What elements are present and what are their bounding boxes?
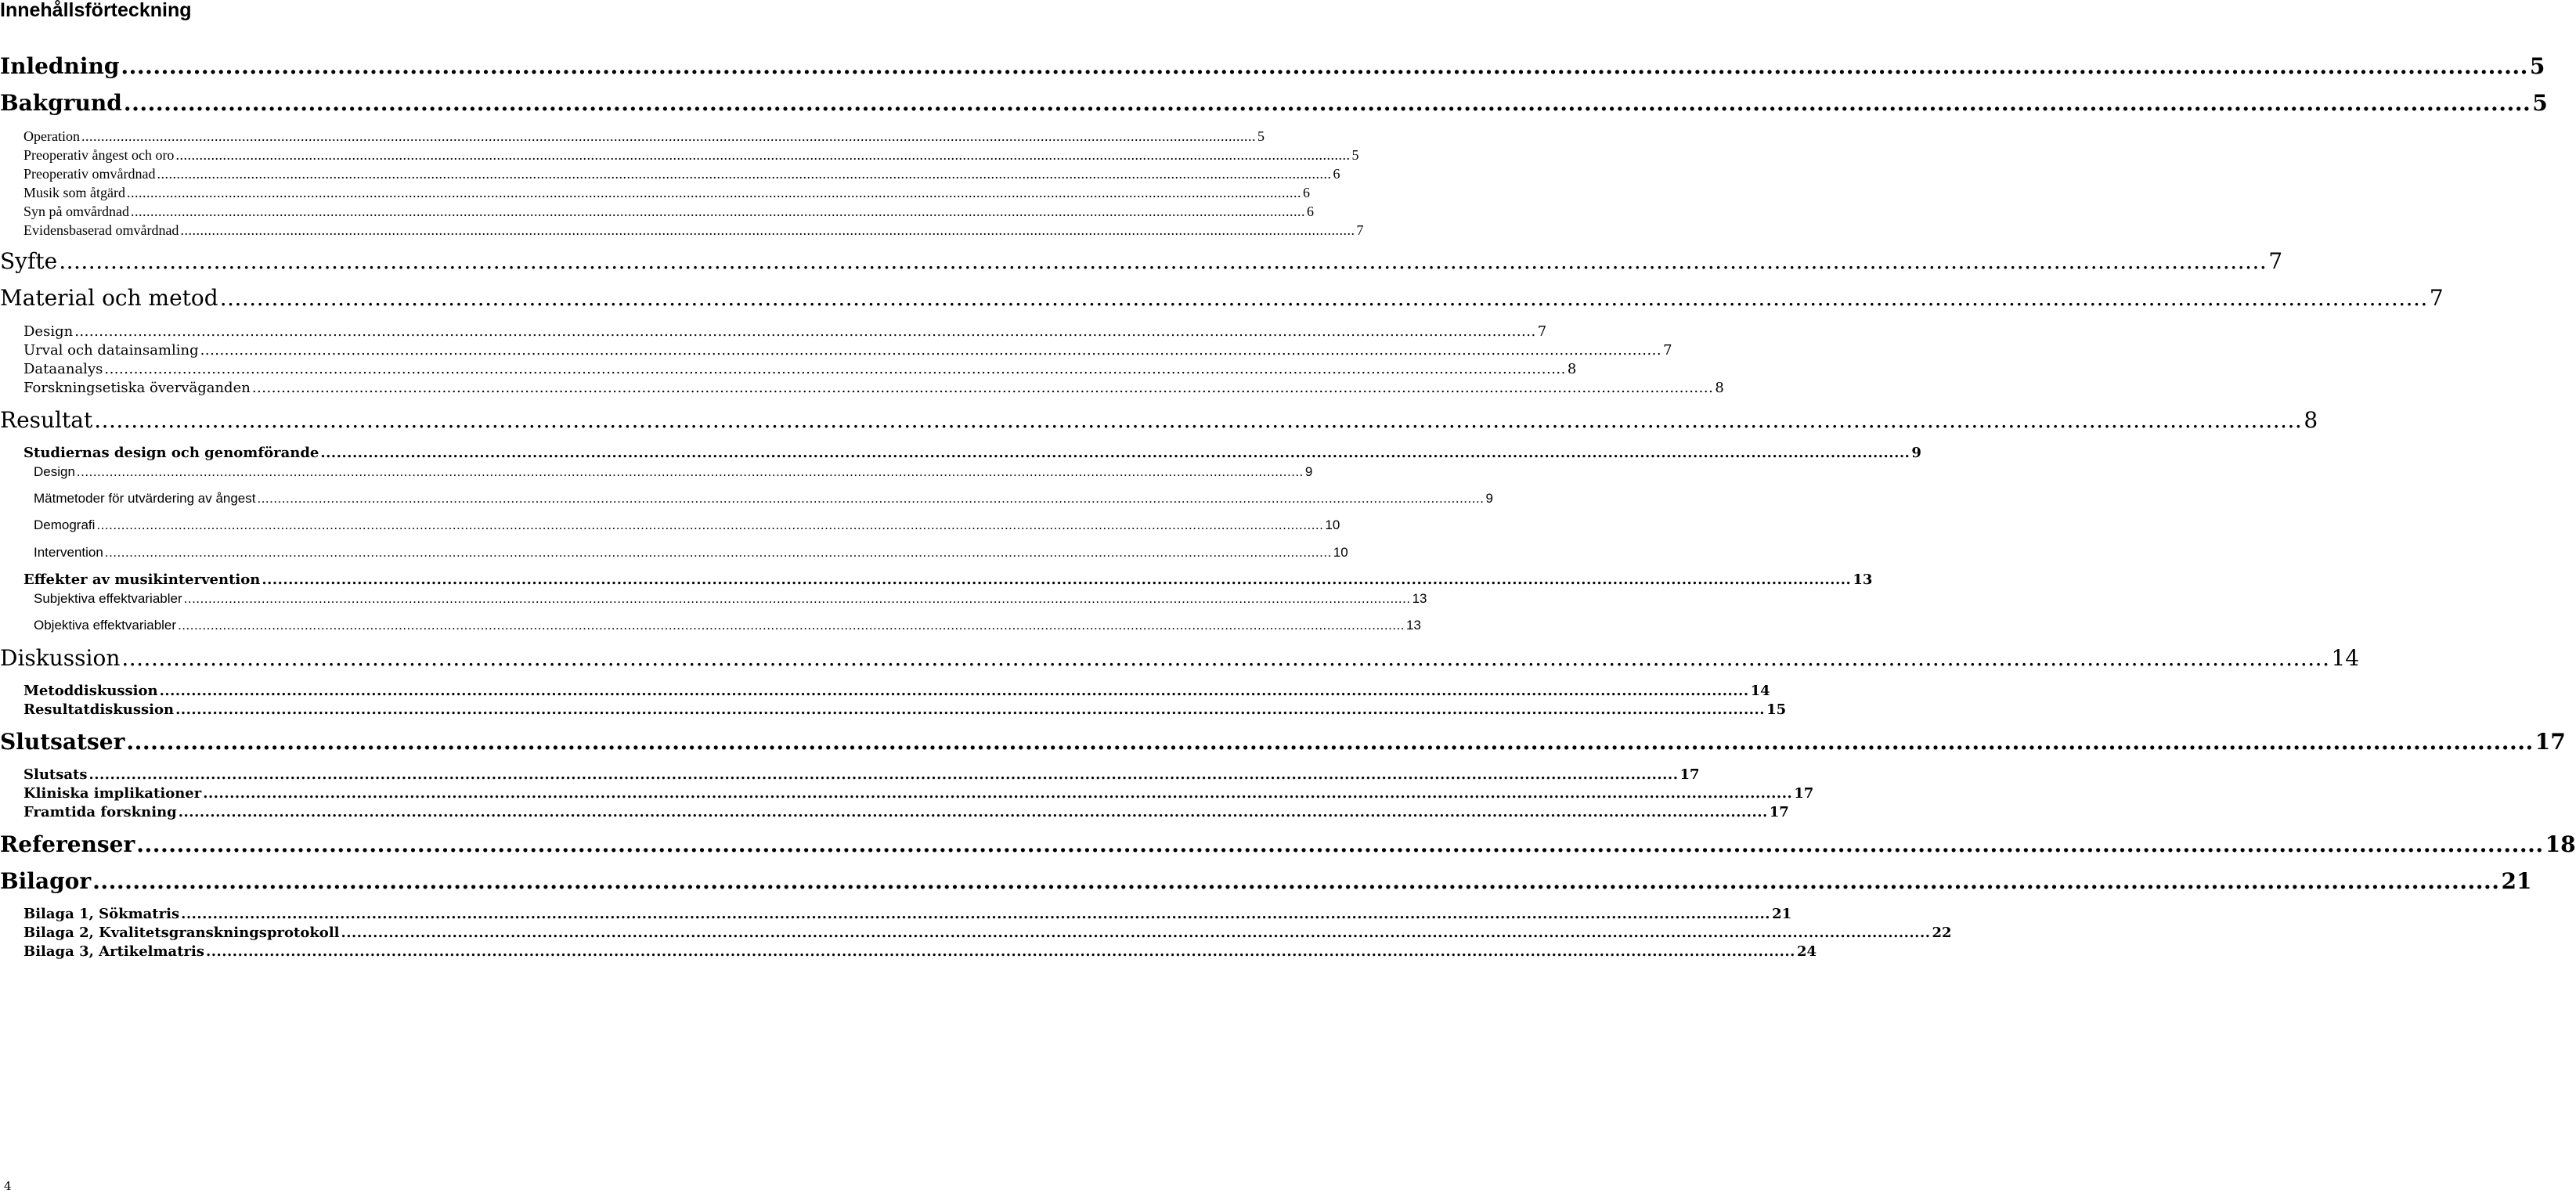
toc-entry[interactable] [23, 784, 1814, 803]
toc-entry[interactable] [34, 543, 1348, 562]
toc-entry[interactable] [23, 701, 1787, 719]
toc-entry-page: 10 [1325, 517, 1340, 532]
toc-entry-page: 7 [1537, 323, 1547, 340]
toc-entry-page: 7 [2429, 285, 2444, 311]
dot-leader: ............................................................................................................................................................................................................................................................................................................ [74, 323, 1536, 340]
dot-leader: ............................................................................................................................................................................................................................................................................................................ [76, 464, 1304, 479]
toc-entry-page: 21 [2501, 868, 2532, 894]
toc-entry-page: 9 [1911, 445, 1921, 461]
toc-entry-page: 17 [1769, 804, 1789, 820]
toc-entry-label: Slutsatser [0, 729, 125, 755]
toc-entry-page: 6 [1303, 185, 1310, 200]
toc-entry-page: 5 [2529, 53, 2545, 79]
dot-leader: ............................................................................................................................................................................................................................................................................................................ [94, 407, 2303, 433]
toc-entry-label: Syfte [0, 248, 58, 274]
dot-leader: ............................................................................................................................................................................................................................................................................................................ [341, 925, 1931, 941]
toc-entry-label: Operation [23, 128, 80, 144]
toc-entry-page: 9 [1485, 491, 1493, 506]
toc-entry-label: Demografi [34, 517, 96, 532]
toc-entry[interactable] [23, 202, 1314, 221]
toc-entry-page: 5 [2532, 90, 2548, 116]
toc-entry[interactable] [34, 616, 1421, 635]
dot-leader: ............................................................................................................................................................................................................................................................................................................ [320, 445, 1910, 461]
toc-entry[interactable] [34, 463, 1313, 481]
toc-entry-page: 10 [1333, 545, 1348, 560]
toc-entry[interactable] [23, 924, 1952, 943]
toc-entry[interactable] [23, 803, 1789, 822]
dot-leader: ............................................................................................................................................................................................................................................................................................................ [59, 248, 2268, 274]
toc-entry[interactable] [23, 127, 1265, 146]
toc-entry[interactable] [0, 727, 2566, 757]
toc-entry-label: Framtida forskning [23, 804, 177, 820]
toc-entry[interactable] [23, 682, 1770, 701]
toc-entry-page: 14 [2331, 645, 2360, 671]
toc-entry-page: 5 [1257, 128, 1265, 144]
toc-entry-label: Bilagor [0, 868, 92, 894]
toc-entry[interactable] [0, 644, 2360, 673]
toc-entry-label: Subjektiva effektvariabler [34, 591, 182, 606]
toc-entry[interactable] [0, 867, 2532, 896]
toc-entry-page: 17 [1679, 766, 1700, 783]
dot-leader: ............................................................................................................................................................................................................................................................................................................ [178, 804, 1768, 820]
toc-entry-label: Mätmetoder för utvärdering av ångest [34, 491, 256, 506]
toc-entry[interactable] [34, 516, 1340, 535]
toc-entry-page: 9 [1304, 464, 1313, 479]
dot-leader: ............................................................................................................................................................................................................................................................................................................ [88, 766, 1679, 783]
toc-entry-page: 21 [1772, 906, 1792, 922]
toc-entry[interactable] [23, 341, 1672, 360]
toc-entry-label: Bilaga 3, Artikelmatris [23, 943, 204, 960]
toc-entry-label: Objektiva effektvariabler [34, 618, 177, 633]
toc-entry-label: Design [34, 464, 75, 479]
toc-entry[interactable] [0, 830, 2576, 860]
toc-entry[interactable] [23, 146, 1359, 164]
toc-entry-label: Studiernas design och genomförande [23, 445, 319, 461]
toc-entry-label: Urval och datainsamling [23, 342, 199, 359]
toc-entry-page: 13 [1412, 591, 1427, 606]
dot-leader: ............................................................................................................................................................................................................................................................................................................ [92, 868, 2500, 894]
toc-entry-page: 5 [1351, 147, 1359, 163]
toc-entry-page: 6 [1306, 204, 1314, 219]
dot-leader: ............................................................................................................................................................................................................................................................................................................ [183, 591, 1411, 606]
dot-leader: ............................................................................................................................................................................................................................................................................................................ [219, 285, 2428, 311]
dot-leader: ............................................................................................................................................................................................................................................................................................................ [159, 683, 1749, 699]
toc-entry-page: 8 [2304, 407, 2318, 433]
dot-leader: ............................................................................................................................................................................................................................................................................................................ [123, 90, 2531, 116]
toc-entry-label: Dataanalys [23, 361, 103, 377]
toc-entry[interactable] [23, 183, 1310, 202]
toc-entry-label: Diskussion [0, 645, 121, 671]
dot-leader: ............................................................................................................................................................................................................................................................................................................ [104, 361, 1566, 377]
toc-entry-label: Resultat [0, 407, 93, 433]
toc-entry-label: Design [23, 323, 74, 340]
toc-entry-page: 24 [1796, 943, 1817, 960]
toc-entry-page: 8 [1567, 361, 1577, 377]
toc-entry-label: Bilaga 2, Kvalitetsgranskningsprotokoll [23, 925, 340, 941]
toc-entry[interactable] [0, 88, 2548, 118]
dot-leader: ............................................................................................................................................................................................................................................................................................................ [121, 53, 2528, 79]
toc-entry[interactable] [23, 379, 1724, 398]
dot-leader: ............................................................................................................................................................................................................................................................................................................ [127, 185, 1301, 200]
toc-entry[interactable] [34, 589, 1427, 608]
toc-entry-label: Material och metod [0, 285, 218, 311]
page-number: 4 [4, 1179, 12, 1193]
toc-entry[interactable] [23, 164, 1340, 183]
dot-leader: ............................................................................................................................................................................................................................................................................................................ [200, 342, 1662, 359]
toc-entry[interactable] [23, 571, 1873, 589]
toc-entry[interactable] [23, 323, 1547, 341]
dot-leader: ............................................................................................................................................................................................................................................................................................................ [178, 618, 1405, 633]
toc-entry-label: Bilaga 1, Sökmatris [23, 906, 180, 922]
toc-entry-label: Intervention [34, 545, 103, 560]
toc-entry-page: 22 [1932, 925, 1952, 941]
toc-entry-page: 6 [1333, 166, 1340, 182]
dot-leader: ............................................................................................................................................................................................................................................................................................................ [157, 166, 1332, 182]
toc-entry-page: 18 [2545, 831, 2576, 857]
dot-leader: ............................................................................................................................................................................................................................................................................................................ [81, 128, 1256, 144]
toc-entry-label: Evidensbaserad omvårdnad [23, 222, 179, 238]
dot-leader: ............................................................................................................................................................................................................................................................................................................ [136, 831, 2544, 857]
dot-leader: ............................................................................................................................................................................................................................................................................................................ [130, 204, 1305, 219]
dot-leader: ............................................................................................................................................................................................................................................................................................................ [257, 491, 1485, 506]
dot-leader: ............................................................................................................................................................................................................................................................................................................ [175, 147, 1351, 163]
toc-entry-label: Syn på omvårdnad [23, 204, 129, 219]
dot-leader: ............................................................................................................................................................................................................................................................................................................ [104, 545, 1332, 560]
dot-leader: ............................................................................................................................................................................................................................................................................................................ [121, 645, 2330, 671]
toc-entry-page: 13 [1853, 571, 1873, 588]
toc-entry[interactable] [23, 766, 1700, 784]
toc-entry-page: 14 [1750, 683, 1770, 699]
toc-entry-label: Musik som åtgärd [23, 185, 125, 200]
toc-entry-label: Bakgrund [0, 90, 122, 116]
toc-entry[interactable] [23, 943, 1817, 961]
toc-entry[interactable] [23, 905, 1792, 924]
toc-entry-label: Preoperativ ångest och oro [23, 147, 175, 163]
dot-leader: ............................................................................................................................................................................................................................................................................................................ [262, 571, 1852, 588]
dot-leader: ............................................................................................................................................................................................................................................................................................................ [203, 785, 1793, 802]
toc-entry[interactable] [0, 52, 2545, 81]
toc-entry-label: Referenser [0, 831, 135, 857]
dot-leader: ............................................................................................................................................................................................................................................................................................................ [96, 517, 1324, 532]
toc-entry[interactable] [0, 247, 2283, 276]
toc-entry-page: 17 [1794, 785, 1814, 802]
toc-entry-label: Preoperativ omvårdnad [23, 166, 156, 182]
dot-leader: ............................................................................................................................................................................................................................................................................................................ [175, 701, 1766, 718]
toc-entry[interactable] [23, 221, 1364, 240]
toc-entry[interactable] [34, 489, 1493, 508]
dot-leader: ............................................................................................................................................................................................................................................................................................................ [126, 729, 2534, 755]
toc-entry-page: 15 [1766, 701, 1787, 718]
toc-entry-label: Metoddiskussion [23, 683, 158, 699]
toc-entry[interactable] [23, 444, 1921, 463]
toc-entry-label: Inledning [0, 53, 120, 79]
toc-entry[interactable] [0, 406, 2318, 435]
dot-leader: ............................................................................................................................................................................................................................................................................................................ [181, 906, 1771, 922]
toc-entry-label: Kliniska implikationer [23, 785, 202, 802]
toc-entry-page: 13 [1406, 618, 1421, 633]
toc-entry-label: Resultatdiskussion [23, 701, 175, 718]
toc-entry-page: 7 [2268, 248, 2283, 274]
dot-leader: ............................................................................................................................................................................................................................................................................................................ [180, 222, 1355, 238]
toc-entry-page: 7 [1356, 222, 1364, 238]
toc-entry[interactable] [23, 360, 1577, 379]
toc-entry[interactable] [0, 283, 2444, 313]
page-title: Innehållsförteckning [0, 0, 192, 21]
dot-leader: ............................................................................................................................................................................................................................................................................................................ [251, 380, 1714, 396]
toc-entry-label: Slutsats [23, 766, 88, 783]
dot-leader: ............................................................................................................................................................................................................................................................................................................ [205, 943, 1795, 960]
toc-entry-page: 8 [1715, 380, 1724, 396]
toc-entry-label: Effekter av musikintervention [23, 571, 261, 588]
toc-entry-page: 7 [1663, 342, 1672, 359]
toc-entry-page: 17 [2535, 729, 2566, 755]
toc-entry-label: Forskningsetiska överväganden [23, 380, 251, 396]
